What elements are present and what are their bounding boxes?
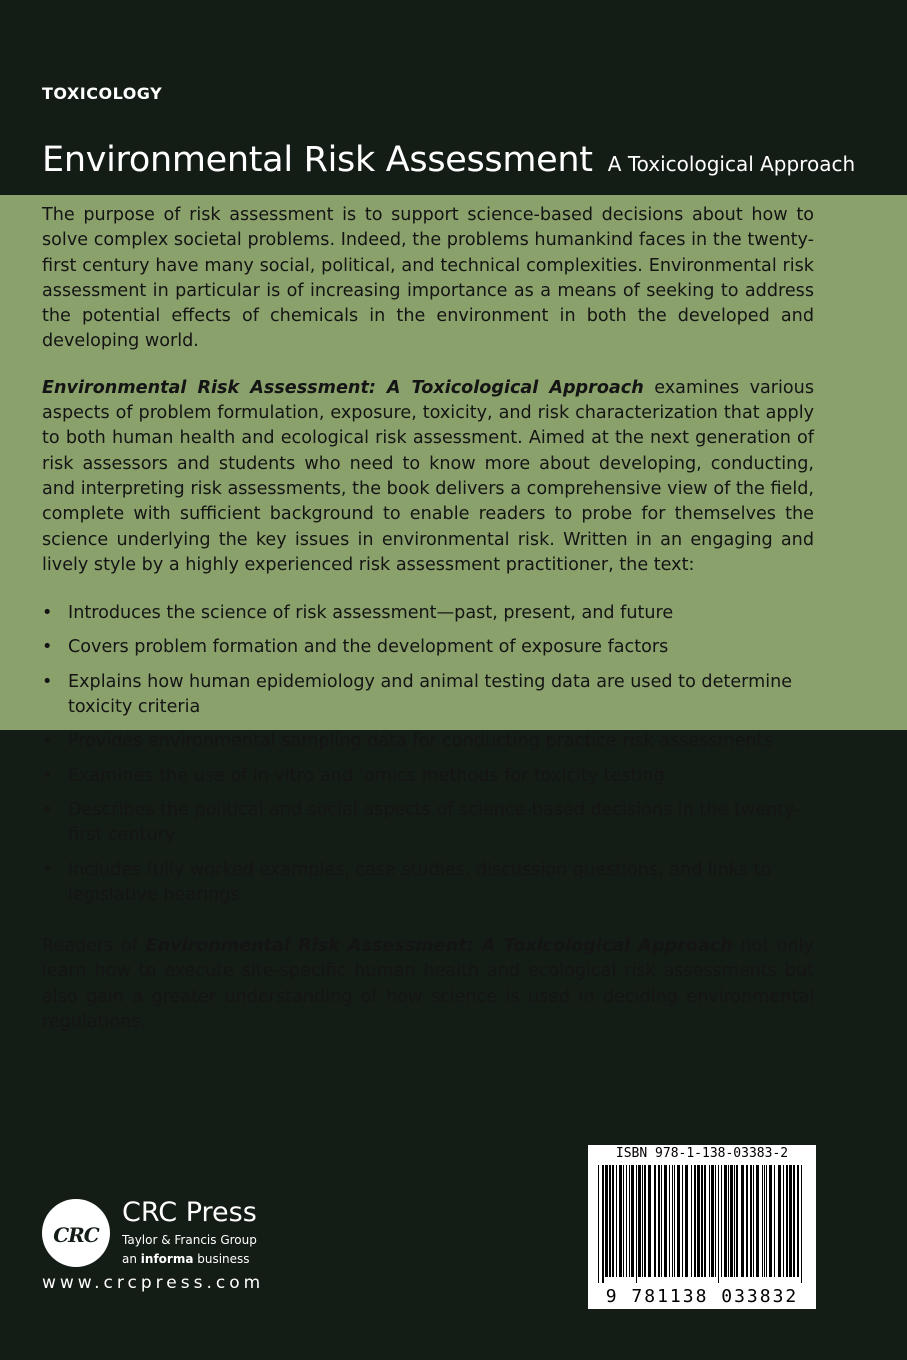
publisher-name: CRC Press bbox=[122, 1197, 257, 1228]
barcode-bar bbox=[783, 1165, 784, 1277]
barcode-bar bbox=[658, 1165, 660, 1277]
barcode-bar bbox=[734, 1165, 735, 1277]
barcode-bar bbox=[697, 1165, 700, 1277]
feature-text: Provides environmental sampling data for conducting practice risk assessments bbox=[68, 731, 773, 752]
barcode-bar bbox=[709, 1165, 710, 1277]
bullet-dot: • bbox=[42, 799, 53, 820]
barcode-bar bbox=[766, 1165, 767, 1277]
barcode-bar bbox=[741, 1165, 744, 1277]
book-title-row bbox=[42, 140, 867, 180]
barcode-bar bbox=[774, 1165, 775, 1277]
barcode-bar bbox=[623, 1165, 624, 1277]
feature-item bbox=[42, 729, 814, 754]
isbn-barcode bbox=[588, 1145, 816, 1309]
barcode-bar bbox=[631, 1165, 634, 1277]
barcode-bar bbox=[786, 1165, 788, 1277]
overview-book-title: Environmental Risk Assessment: A Toxicological Approach bbox=[42, 377, 644, 398]
closing-book-title: Environmental Risk Assessment: A Toxicological Approach bbox=[145, 936, 733, 957]
barcode-bar bbox=[654, 1165, 656, 1277]
barcode-bar bbox=[602, 1165, 604, 1283]
barcode-bar bbox=[762, 1165, 763, 1277]
feature-text: Covers problem formation and the development of exposure factors bbox=[68, 637, 669, 658]
barcode-number: 9 781138 033832 bbox=[605, 1286, 799, 1307]
barcode-bar bbox=[728, 1165, 729, 1277]
book-title: Environmental Risk Assessment bbox=[42, 140, 593, 180]
bullet-dot: • bbox=[42, 637, 53, 658]
barcode-bar bbox=[691, 1165, 692, 1277]
barcode-bar bbox=[724, 1165, 727, 1277]
barcode-bar bbox=[642, 1165, 643, 1277]
barcode-bar bbox=[704, 1165, 706, 1277]
barcode-bar bbox=[721, 1165, 722, 1277]
barcode-bar bbox=[638, 1165, 641, 1277]
overview-paragraph bbox=[42, 376, 814, 578]
barcode-bar bbox=[750, 1165, 752, 1277]
barcode-bar bbox=[793, 1165, 795, 1277]
feature-item bbox=[42, 601, 814, 626]
barcode-bar bbox=[674, 1165, 675, 1277]
barcode-bar bbox=[605, 1165, 608, 1277]
crc-logo-text: CRC bbox=[53, 1223, 99, 1247]
barcode-bar bbox=[715, 1165, 716, 1277]
barcode-bar bbox=[730, 1165, 733, 1277]
publisher-website[interactable]: www.crcpress.com bbox=[42, 1273, 265, 1293]
barcode-bar bbox=[756, 1165, 759, 1277]
description-text bbox=[42, 203, 814, 1035]
feature-text: Examines the use of in vitro and ’omics methods for toxicity testing bbox=[68, 765, 665, 786]
closing-prefix: Readers of bbox=[42, 936, 146, 957]
barcode-bar bbox=[694, 1165, 696, 1277]
closing-text: not only learn how to execute site-specific human health and ecological risk assessments but also gain a greater understanding of how science is used in deciding environmental regulations. bbox=[42, 936, 814, 1033]
publisher-informa bbox=[122, 1252, 250, 1266]
barcode-bar bbox=[612, 1165, 614, 1277]
feature-text: Includes fully worked examples, case studies, discussion questions, and links to legislative hearings bbox=[68, 859, 772, 905]
barcode-bar bbox=[746, 1165, 748, 1277]
barcode-bar bbox=[609, 1165, 611, 1277]
barcode-bar bbox=[682, 1165, 683, 1277]
barcode-bar bbox=[648, 1165, 651, 1277]
barcode-bar bbox=[664, 1165, 667, 1277]
barcode-bar bbox=[629, 1165, 630, 1277]
barcode-bar bbox=[736, 1165, 738, 1277]
barcode-bar bbox=[797, 1165, 799, 1277]
book-subtitle: A Toxicological Approach bbox=[607, 152, 856, 176]
barcode-bar bbox=[753, 1165, 754, 1277]
closing-paragraph bbox=[42, 934, 814, 1035]
barcode-bar bbox=[626, 1165, 627, 1277]
bullet-dot: • bbox=[42, 859, 53, 880]
barcode-bar bbox=[672, 1165, 673, 1277]
feature-text: Introduces the science of risk assessment—past, present, and future bbox=[68, 603, 674, 624]
feature-item bbox=[42, 670, 814, 721]
informa-prefix: an bbox=[122, 1252, 141, 1266]
bullet-dot: • bbox=[42, 731, 53, 752]
informa-suffix: business bbox=[193, 1252, 250, 1266]
barcode-bar bbox=[619, 1165, 622, 1277]
overview-text: examines various aspects of problem formulation, exposure, toxicity, and risk characterization that apply to both human health and ecological risk assessment. Aimed at the next generation of risk assessors and students who need to know more about developing, conducting, and interpreting risk assessments, the book delivers a comprehensive view of the field, complete with sufficient background to enable readers to probe for themselves the science underlying the key issues in environmental risk. Written in an engaging and lively style by a highly experienced risk assessment practitioner, the text: bbox=[42, 377, 814, 575]
barcode-bar bbox=[701, 1165, 703, 1277]
feature-item bbox=[42, 635, 814, 660]
barcode-bar bbox=[718, 1165, 719, 1283]
feature-list bbox=[42, 601, 814, 908]
barcode-bar bbox=[598, 1165, 599, 1283]
feature-text: Explains how human epidemiology and animal testing data are used to determine toxicity criteria bbox=[68, 671, 793, 718]
crc-logo bbox=[42, 1199, 110, 1267]
barcode-bar bbox=[644, 1165, 646, 1277]
intro-paragraph: The purpose of risk assessment is to support science-based decisions about how to solve complex societal problems. Indeed, the problems humankind faces in the twenty-first century have many social, political, and technical complexities. Environmental risk assessment in particular is of increasing importance as a means of seeking to address the potential effects of chemicals in the environment in both the developed and developing world. bbox=[42, 205, 814, 352]
feature-text: Describes the political and social aspects of science-based decisions in the twenty-first century bbox=[68, 799, 801, 846]
barcode-bar bbox=[769, 1165, 772, 1277]
barcode-bar bbox=[616, 1165, 617, 1277]
barcode-bar bbox=[801, 1165, 802, 1283]
publisher-group: Taylor & Francis Group bbox=[122, 1233, 257, 1247]
barcode-bar bbox=[711, 1165, 714, 1277]
barcode-bar bbox=[636, 1165, 637, 1283]
barcode-bar bbox=[764, 1165, 765, 1277]
feature-item bbox=[42, 798, 814, 849]
bullet-dot: • bbox=[42, 671, 53, 692]
publisher-block bbox=[42, 1195, 342, 1305]
barcode-bar bbox=[789, 1165, 792, 1277]
informa-name: informa bbox=[140, 1252, 194, 1266]
feature-item bbox=[42, 764, 814, 789]
bullet-dot: • bbox=[42, 603, 53, 624]
bullet-dot: • bbox=[42, 765, 53, 786]
barcode-bar bbox=[661, 1165, 662, 1277]
barcode-bar bbox=[669, 1165, 670, 1277]
barcode-bar bbox=[685, 1165, 688, 1277]
barcode-bar bbox=[677, 1165, 680, 1277]
series-label: TOXICOLOGY bbox=[42, 84, 163, 103]
barcode-bars bbox=[596, 1165, 808, 1283]
barcode-bar bbox=[778, 1165, 781, 1277]
feature-item bbox=[42, 858, 814, 909]
isbn-label: ISBN 978-1-138-03383-2 bbox=[615, 1146, 789, 1161]
